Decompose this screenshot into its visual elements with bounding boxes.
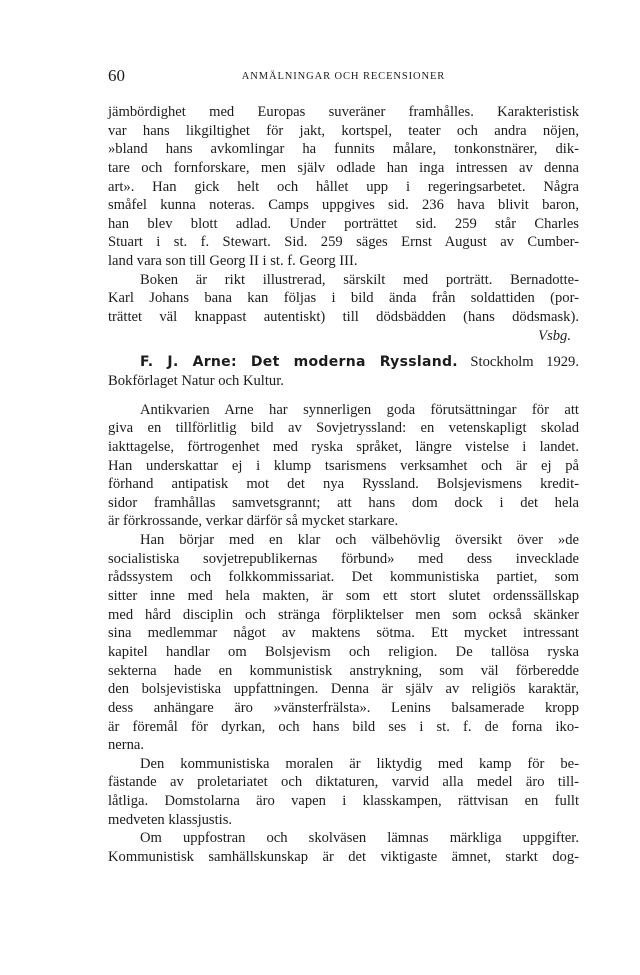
text-line: han blev blott adlad. Under porträttet sid. 259 står Charles: [108, 215, 579, 232]
text-line: rådssystem och folkkommissariat. Det kommunistiska partiet, som: [108, 569, 579, 586]
text-line: trättet väl knappast autentiskt) till dödsbädden (hans dödsmask).: [108, 309, 579, 326]
text-line: sekterna hade en kommunistisk anstrykning, som väl förberedde: [108, 662, 579, 679]
text-line: medveten klassjustis.: [108, 811, 233, 828]
text-line: Kommunistisk samhällskunskap är det viktigaste ämnet, starkt dog-: [108, 848, 579, 865]
running-head: ANMÄLNINGAR OCH RECENSIONER: [241, 71, 446, 82]
paragraph: [108, 271, 579, 346]
text-line: kapitel handlar om Bolsjevism och religion. De tallösa ryska: [108, 643, 579, 660]
reviewer-signature: Vsbg.: [538, 327, 571, 344]
text-line: art». Han gick helt och hållet upp i regeringsarbetet. Några: [108, 178, 579, 195]
text-line: dess anhängare äro »vänsterfrälsta». Lenins balsamerade kropp: [108, 699, 579, 716]
text-line: Stuart i st. f. Stewart. Sid. 259 säges Ernst August av Cumber-: [108, 234, 579, 251]
text-line: giva en tillförlitlig bild av Sovjetryssland: en vetenskapligt skolad: [108, 420, 579, 437]
text-line: »bland hans avkomlingar ha funnits målare, tonkonstnärer, dik-: [108, 141, 579, 158]
text-line: sidor framhållas samvetsgrannt; att hans dom dock i det hela: [108, 494, 579, 511]
text-line: iakttagelse, förtrogenhet med ryska språket, längre vistelse i landet.: [108, 438, 579, 455]
text-line: är föremål för dyrkan, och hans bild ses i st. f. de forna iko-: [108, 718, 579, 735]
paragraph: [108, 755, 579, 830]
body-text: [108, 103, 579, 867]
paragraph: [108, 103, 579, 271]
text-line: Antikvarien Arne har synnerligen goda förutsättningar för att: [140, 401, 579, 418]
page-header: [108, 66, 579, 86]
text-line: Boken är rikt illustrerad, särskilt med porträtt. Bernadotte-: [140, 271, 579, 288]
publication-info: Stockholm 1929.: [470, 354, 579, 371]
paragraph: [108, 531, 579, 755]
text-line: är förkrossande, verkar därför så mycket starkare.: [108, 513, 399, 530]
review-heading: [108, 353, 579, 390]
text-line: tare och fornforskare, men själv odlade han inga intressen av denna: [108, 159, 579, 176]
paragraph: [108, 401, 579, 531]
text-line: Han underskattar ej i klump tsarismens verksamhet och är ej på: [108, 457, 579, 474]
review-title-line: [108, 353, 579, 372]
publisher: Bokförlaget Natur och Kultur.: [108, 372, 284, 389]
text-line: fästande av proletariatet och diktaturen, varvid alla medel äro till-: [108, 774, 579, 791]
text-line: socialistiska sovjetrepublikernas förbund» med dess invecklade: [108, 550, 579, 567]
text-line: Den kommunistiska moralen är liktydig med kamp för be-: [140, 755, 579, 772]
text-line: var hans likgiltighet för jakt, kortspel, teater och andra nöjen,: [108, 122, 579, 139]
text-line: sina medlemmar något av maktens sötma. Ett mycket intressant: [108, 625, 579, 642]
text-line: förhand antipatisk mot det nya Ryssland. Bolsjevismens kredit-: [108, 476, 579, 493]
text-line: sitter inne med hela makten, är som ett stort slutet ordenssällskap: [108, 588, 579, 605]
text-line: nerna.: [108, 737, 145, 754]
paragraph: [108, 829, 579, 866]
text-line: Han börjar med en klar och välbehövlig översikt över »de: [140, 532, 579, 549]
text-line: med hård disciplin och stränga förpliktelser men som också skänker: [108, 606, 579, 623]
text-line: land vara son till Georg II i st. f. Georg III.: [108, 253, 358, 270]
text-line: Om uppfostran och skolväsen lämnas märkliga uppgifter.: [140, 830, 579, 847]
text-line: den bolsjevistiska uppfattningen. Denna är själv av religiös karaktär,: [108, 681, 579, 698]
text-line: jämbördighet med Europas suveräner framhålles. Karakteristisk: [108, 104, 579, 120]
page-number: 60: [108, 66, 125, 85]
book-author-title: F. J. Arne: Det moderna Ryssland.: [140, 354, 458, 371]
text-line: Karl Johans bana kan följas i bild ända från soldattiden (por-: [108, 290, 579, 307]
text-line: småfel kunna noteras. Camps uppgives sid. 236 hava blivit baron,: [108, 197, 579, 214]
text-line: låtliga. Domstolarna äro vapen i klasskampen, rättvisan en fullt: [108, 793, 579, 810]
